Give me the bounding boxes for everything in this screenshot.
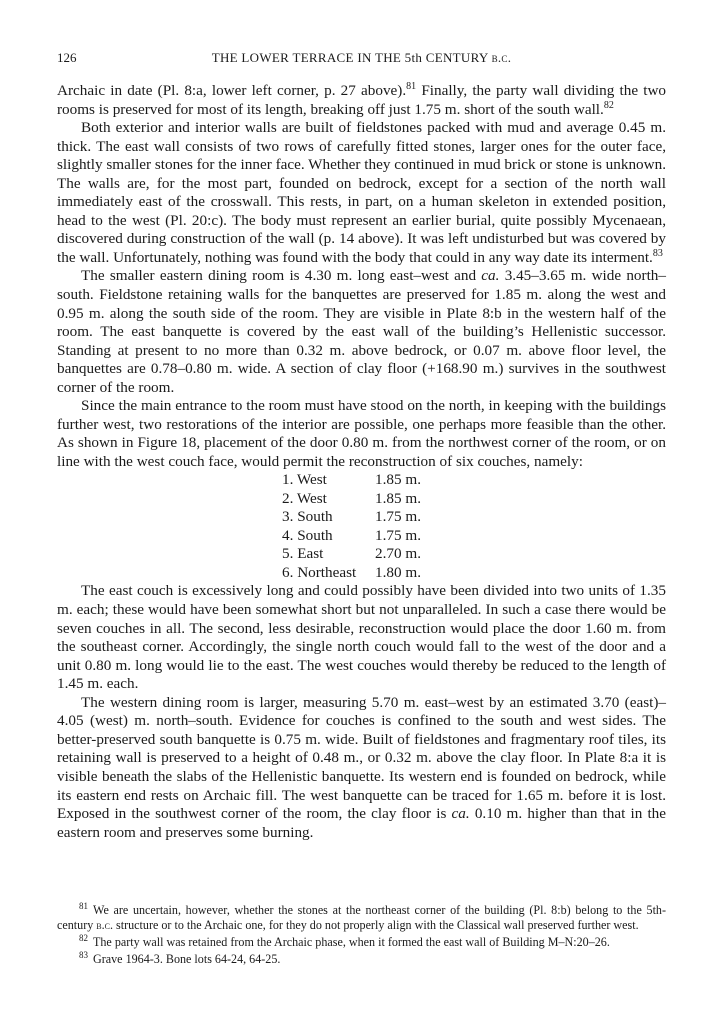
- paragraph-2: [57, 119, 666, 267]
- couch-name: 2. West: [282, 489, 327, 507]
- table-row: [282, 490, 421, 509]
- couch-name: 5. East: [282, 545, 324, 563]
- footnote-ref-83[interactable]: 83: [652, 247, 663, 259]
- couch-name: 1. West: [282, 471, 327, 489]
- couch-length: 1.85 m.: [375, 471, 421, 489]
- footnote-number: 83: [79, 950, 88, 961]
- paragraph-6-text-b: 0.10 m. higher than that in the eastern room and preserves some burning.: [57, 805, 666, 841]
- couch-length: 1.75 m.: [375, 508, 421, 526]
- table-row: [282, 564, 421, 583]
- table-row: [282, 527, 421, 546]
- couch-length: 1.75 m.: [375, 526, 421, 544]
- footnotes: [57, 900, 666, 969]
- footnote-ref-81[interactable]: 81: [406, 80, 417, 92]
- footnote-ref-82[interactable]: 82: [603, 99, 614, 111]
- running-title-text: THE LOWER TERRACE IN THE 5th CENTURY: [211, 50, 492, 65]
- table-row: [282, 545, 421, 564]
- footnote-82-text: The party wall was retained from the Archaic phase, when it formed the east wall of Building M–N:20–26.: [93, 935, 610, 950]
- couch-length: 1.80 m.: [375, 563, 421, 581]
- couch-name: 6. Northeast: [282, 563, 357, 581]
- running-title: [57, 50, 666, 66]
- couch-name: 4. South: [282, 526, 333, 544]
- paragraph-1-text-b: Finally, the party wall dividing the two rooms is preserved for most of its length, breaking off just 1.75 m. short of the south wall.: [57, 82, 667, 118]
- paragraph-3: [57, 267, 666, 397]
- paragraph-5: The east couch is excessively long and could possibly have been divided into two units of 1.35 m. each; these would have been somewhat short but not unparalleled. In such a case there would be seven couches in all. The second, less desirable, reconstruction would place the door 1.60 m. from the southeast corner. Accordingly, the single north couch would fall to the west of the door and a unit 0.80 m. long would lie to the east. The west couches would thereby be reduced to the length of 1.45 m. each.: [57, 582, 666, 693]
- couch-name: 3. South: [282, 508, 333, 526]
- footnote-82: [57, 935, 666, 950]
- table-row: [282, 508, 421, 527]
- paragraph-6: [57, 694, 666, 842]
- footnote-83-text: Grave 1964-3. Bone lots 64-24, 64-25.: [93, 952, 281, 967]
- footnote-number: 82: [79, 933, 88, 944]
- footnote-81-era: b.c.: [96, 918, 114, 933]
- running-title-era: b.c.: [491, 50, 512, 65]
- table-row: [282, 471, 421, 490]
- paragraph-4: Since the main entrance to the room must have stood on the north, in keeping with the buildings further west, two restorations of the interior are possible, one perhaps more feasible than the other. As shown in Figure 18, placement of the door 0.80 m. from the northwest corner of the room, or on line with the west couch face, would permit the reconstruction of six couches, namely:: [57, 397, 666, 470]
- couch-length: 1.85 m.: [375, 489, 421, 507]
- paragraph-3-text-b: 3.45–3.65 m. wide north–south. Fieldstone retaining walls for the banquettes are preserved for 1.85 m. along the west and 0.95 m. along the south side of the room. They are visible in Plate 8:b in the western half of the room. The east banquette is covered by the east wall of the building’s Hellenistic successor. Standing at present to no more than 0.32 m. above bedrock, or 0.07 m. above floor level, the banquettes are 0.78–0.80 m. wide. A section of clay floor (+168.90 m.) survives in the southwest corner of the room.: [57, 267, 666, 396]
- footnote-81: [57, 900, 666, 933]
- couch-table: [282, 471, 421, 582]
- paragraph-6-ca: ca.: [451, 805, 470, 823]
- running-head: [57, 50, 666, 70]
- couch-length: 2.70 m.: [375, 545, 421, 563]
- footnote-number: 81: [79, 900, 88, 911]
- paragraph-2-text: Both exterior and interior walls are built of fieldstones packed with mud and average 0.45 m. thick. The east wall consists of two rows of carefully fitted stones, larger ones for the outer face, slightly smaller stones for the inner face. Whether they continued in mud brick or stone is unknown. The walls are, for the most part, founded on bedrock, except for a section of the north wall immediately east of the crosswall. This rests, in part, on a human skeleton in extended position, head to the west (Pl. 20:c). The body must represent an earlier burial, quite possibly Mycenaean, discovered during construction of the wall (p. 14 above). It was left undisturbed but was covered by the wall. Unfortunately, nothing was found with the body that could in any way date its interment.: [57, 119, 666, 266]
- body-text: [57, 82, 666, 842]
- paragraph-1: [57, 82, 666, 119]
- page-number: 126: [57, 50, 77, 65]
- paragraph-6-text-a: The western dining room is larger, measuring 5.70 m. east–west by an estimated 3.70 (east)–4.05 (west) m. north–south. Evidence for couches is confined to the south and west sides. The better-preserved south banquette is 0.75 m. wide. Built of fieldstones and fragmentary roof tiles, its retaining wall is preserved to a height of 0.48 m., or 0.32 m. above the clay floor. In Plate 8:a it is visible beneath the slabs of the Hellenistic banquette. Its western end is founded on bedrock, while its eastern end rests on Archaic fill. The west banquette can be traced for 1.65 m. before it is lost. Exposed in the southwest corner of the room, the clay floor is: [57, 693, 666, 823]
- footnote-81-text-a: We are uncertain, however, whether the stones at the northeast corner of the building (Pl. 8:b) belong to the 5th-century: [57, 903, 666, 933]
- paragraph-1-text-a: Archaic in date (Pl. 8:a, lower left corner, p. 27 above).: [57, 82, 407, 99]
- paragraph-3-ca: ca.: [481, 267, 500, 285]
- footnote-81-text-b: structure or to the Archaic one, for they do not properly align with the Classical wall preserved further west.: [113, 918, 639, 933]
- footnote-83: [57, 952, 666, 967]
- paragraph-3-text-a: The smaller eastern dining room is 4.30 m. long east–west and: [81, 267, 482, 285]
